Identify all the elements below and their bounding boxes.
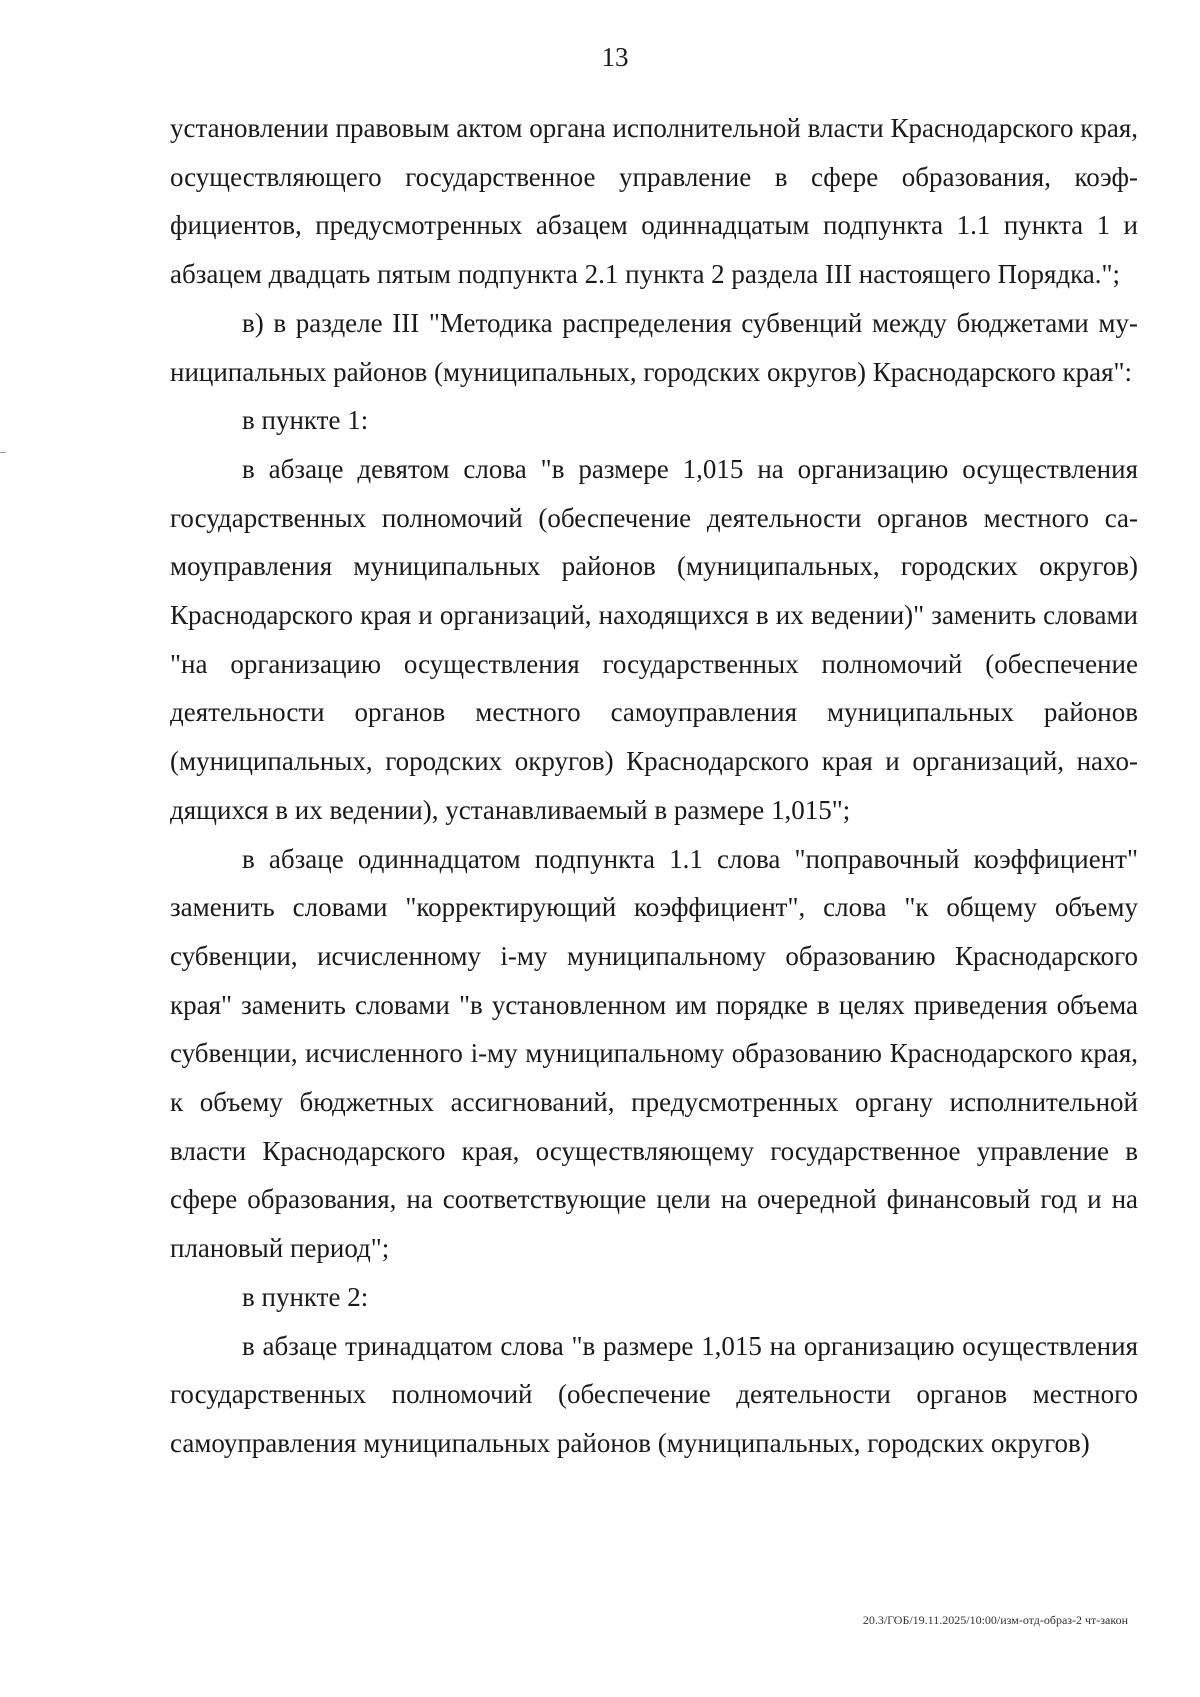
- page-number: 13: [601, 42, 629, 72]
- paragraph-eleventh-amendment: в абзаце одиннадцатом подпункта 1.1 слова "поправочный коэффициент" заменить словами "корректирующий коэффициент", слова "к общему объему субвенции, исчисленному i-му муниципальному образованию Краснодарского края" заменить словами "в установленном им порядке в целях приведения объема субвенции, исчисленного i-му муниципальному образованию Краснодарского края, к объему бюджетных ассигнований, предусмотренных органу исполнительной власти Краснодарского края, осуществляющему государственное управление в сфере образования, на соответствующие цели на очередной финансовый год и на плановый период";: [170, 843, 1138, 1264]
- paragraph-thirteenth-amendment: в абзаце тринадцатом слова "в размере 1,015 на организацию осуществления государственных полномочий (обеспечение деятельности органов местного самоуправления муниципальных районов (муниципальных, городских округов): [170, 1330, 1138, 1458]
- paragraph-section-v: в) в разделе III "Методика распределения субвенций между бюджетами муниципальных районов (муниципальных, городских округов) Краснодарского края":: [170, 307, 1138, 387]
- document-footer-code: 20.3/ГОБ/19.11.2025/10:00/изм-отд-образ-2 чт-закон: [862, 1613, 1128, 1627]
- paragraph-ninth-amendment: в абзаце девятом слова "в размере 1,015 на организацию осуществления государственных полномочий (обеспечение деятельности органов местного самоуправления муниципальных районов (муниципальных, городских округов) Краснодарского края и организаций, находящихся в их ведении)" заменить словами "на организацию осуществления государственных полномочий (обеспечение деятельности органов местного самоуправления муниципальных районов (муниципальных, городских округов) Краснодарского края и организаций, находящихся в их ведении), устанавливаемый в размере 1,015";: [170, 453, 1138, 825]
- paragraph-point-2: в пункте 2:: [242, 1281, 369, 1312]
- paragraph-point-1: в пункте 1:: [242, 405, 369, 436]
- paragraph-continuation: установлении правовым актом органа исполнительной власти Краснодарского края, осуществляющего государственное управление в сфере образования, коэффициентов, предусмотренных абзацем одиннадцатым подпункта 1.1 пункта 1 и абзацем двадцать пятым подпункта 2.1 пункта 2 раздела III настоящего Порядка.";: [170, 113, 1138, 290]
- document-body: [170, 104, 1138, 1468]
- scan-edge-mark: [0, 452, 6, 453]
